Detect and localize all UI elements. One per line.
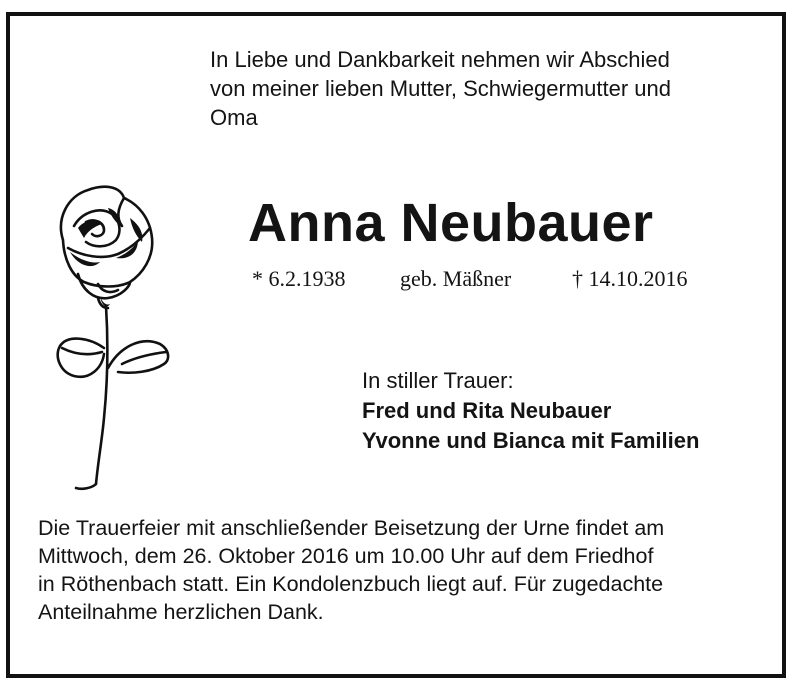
maiden-name: geb. Mäßner xyxy=(400,266,512,291)
funeral-notice xyxy=(38,514,778,626)
death-date: † 14.10.2016 xyxy=(572,266,688,291)
rose-illustration xyxy=(38,178,178,496)
intro-line: In Liebe und Dankbarkeit nehmen wir Abschied xyxy=(210,47,670,72)
intro-line: von meiner lieben Mutter, Schwiegermutter und xyxy=(210,76,672,101)
mourners-heading: In stiller Trauer: xyxy=(362,368,514,393)
funeral-line: Mittwoch, dem 26. Oktober 2016 um 10.00 Uhr auf dem Friedhof xyxy=(38,544,654,568)
mourners-block xyxy=(362,366,699,456)
funeral-line: in Röthenbach statt. Ein Kondolenzbuch liegt auf. Für zugedachte xyxy=(38,572,664,596)
intro-text xyxy=(210,45,780,132)
intro-line: Oma xyxy=(210,105,258,130)
mourner-name: Fred und Rita Neubauer xyxy=(362,398,612,423)
funeral-line: Die Trauerfeier mit anschließender Beisetzung der Urne findet am xyxy=(38,516,665,540)
deceased-name: Anna Neubauer xyxy=(248,193,654,253)
mourner-name: Yvonne und Bianca mit Familien xyxy=(362,428,700,453)
funeral-line: Anteilnahme herzlichen Dank. xyxy=(38,600,324,624)
birth-date: * 6.2.1938 xyxy=(252,266,346,291)
